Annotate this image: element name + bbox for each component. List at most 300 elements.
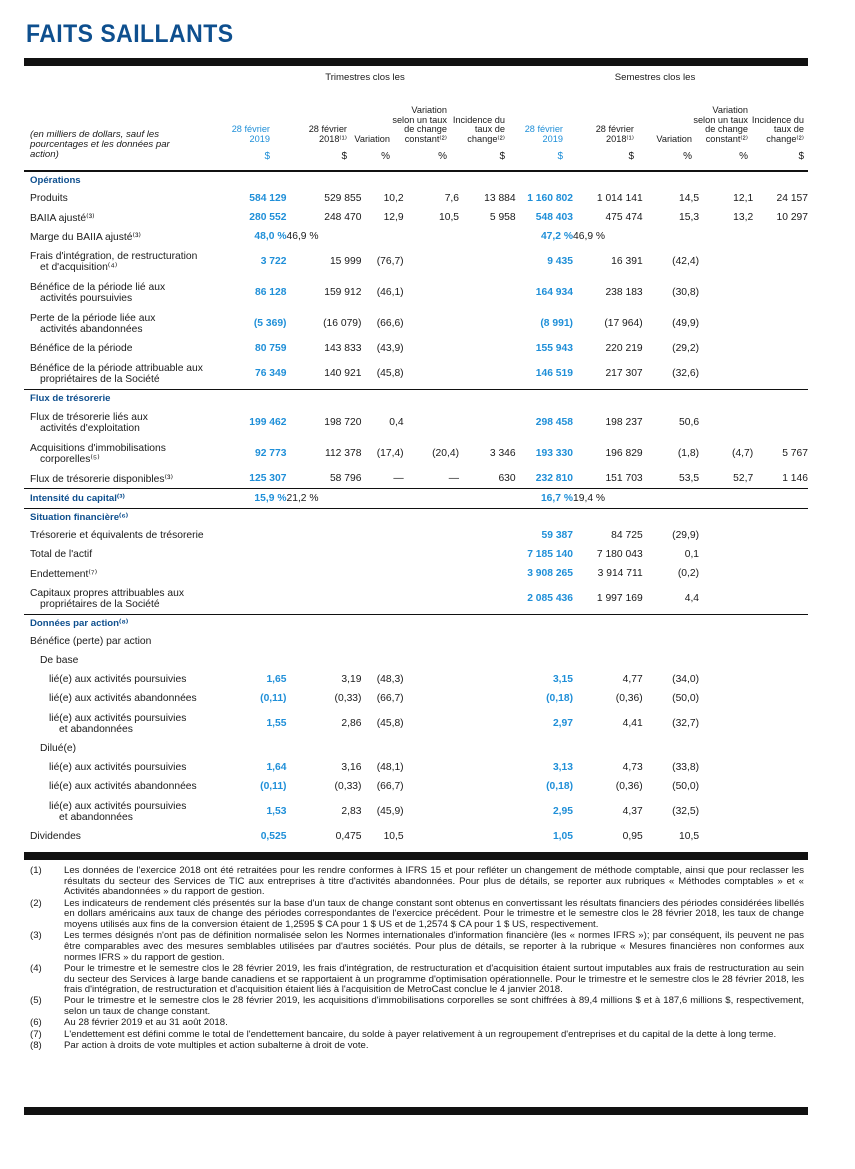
- cell-value: 164 934: [535, 287, 573, 298]
- cell-value: [361, 564, 403, 583]
- column-header: Incidence du taux de change⁽²⁾: [751, 114, 804, 144]
- cell-value: [516, 739, 573, 758]
- section-title: Flux de trésorerie: [24, 390, 808, 408]
- cell-value: [459, 651, 516, 670]
- cell-value: [459, 777, 516, 796]
- cell-value: [404, 758, 459, 777]
- cell-value: 3,13: [552, 762, 573, 773]
- cell-value: 16,7 %: [516, 489, 573, 509]
- cell-value: [643, 227, 699, 246]
- cell-value: 193 330: [535, 448, 573, 459]
- column-unit: $: [628, 151, 634, 162]
- footnote-number: (8): [30, 1039, 42, 1051]
- cell-value: 5 958: [489, 212, 516, 223]
- footnote: [24, 931, 804, 963]
- section-row: [24, 390, 808, 408]
- cell-value: 10,5: [383, 831, 404, 842]
- cell-value: 15,9 %: [242, 489, 287, 509]
- cell-value: 1 146: [782, 473, 808, 484]
- cell-value: [753, 545, 808, 564]
- cell-value: [404, 407, 459, 438]
- cell-value: (32,7): [672, 718, 700, 729]
- top-rule: [24, 58, 808, 66]
- column-unit: $: [557, 151, 563, 162]
- cell-value: [516, 632, 573, 651]
- cell-value: [404, 777, 459, 796]
- cell-value: [753, 308, 808, 339]
- cell-value: (32,5): [672, 806, 700, 817]
- cell-value: [286, 739, 361, 758]
- cell-value: (5 369): [253, 318, 287, 329]
- column-header: Variation: [656, 133, 692, 144]
- row-label: Acquisitions d'immobilisations corporelles⁽⁵⁾: [30, 442, 166, 465]
- cell-value: [459, 739, 516, 758]
- cell-value: [699, 339, 753, 358]
- cell-value: [286, 526, 361, 545]
- highlights-table: [24, 170, 808, 846]
- cell-value: 140 921: [324, 368, 362, 379]
- cell-value: [753, 407, 808, 438]
- cell-value: [459, 227, 516, 246]
- cell-value: 9 435: [547, 256, 573, 267]
- cell-value: [753, 277, 808, 308]
- cell-value: 10,5: [679, 831, 700, 842]
- cell-value: [404, 564, 459, 583]
- cell-value: 1,05: [552, 831, 573, 842]
- cell-value: (0,18): [546, 693, 573, 704]
- row-label: Bénéfice de la période lié aux activités poursuivies: [30, 281, 166, 304]
- cell-value: (42,4): [672, 256, 700, 267]
- cell-value: [699, 583, 753, 615]
- row-label: Bénéfice (perte) par action: [30, 636, 152, 647]
- cell-value: 1,64: [266, 762, 287, 773]
- cell-value: [459, 564, 516, 583]
- cell-value: [459, 246, 516, 277]
- cell-value: [242, 545, 287, 564]
- cell-value: 2,97: [552, 718, 573, 729]
- cell-value: [286, 632, 361, 651]
- cell-value: [699, 739, 753, 758]
- column-unit: $: [499, 151, 505, 162]
- row-label: Marge du BAIIA ajusté⁽³⁾: [30, 231, 141, 243]
- bottom-rule: [24, 1107, 808, 1115]
- cell-value: 46,9 %: [286, 231, 319, 242]
- table-row: [24, 564, 808, 583]
- cell-value: [459, 827, 516, 846]
- cell-value: (20,4): [432, 448, 460, 459]
- cell-value: 2,86: [341, 718, 362, 729]
- section-row: [24, 509, 808, 527]
- cell-value: [643, 489, 699, 509]
- cell-value: [699, 670, 753, 689]
- cell-value: 3,19: [341, 674, 362, 685]
- cell-value: 2 085 436: [527, 593, 573, 604]
- cell-value: 3 908 265: [527, 568, 573, 579]
- cell-value: [643, 632, 699, 651]
- footnote-text: Les données de l'exercice 2018 ont été retraitées pour les rendre conformes à IFRS 15 et pour refléter un changement de méthode comptable, ainsi que pour reclasser les résultats du secteur des Services de TIC aux entreprises à titre d'activités abandonnées. Pour plus de détails, se reporter aux rubriques « Méthodes comptables » et « Activités abandonnées » du rapport de gestion.: [64, 865, 804, 898]
- cell-value: (0,33): [334, 781, 362, 792]
- cell-value: [404, 545, 459, 564]
- cell-value: 1 014 141: [596, 193, 643, 204]
- cell-value: [753, 227, 808, 246]
- cell-value: [699, 358, 753, 390]
- footnote-text: L'endettement est défini comme le total de l'endettement bancaire, du solde à payer relativement à un regroupement d'entreprises et du capital de la dette à long terme.: [64, 1028, 777, 1040]
- footnote-text: Par action à droits de vote multiples et action subalterne à droit de vote.: [64, 1039, 369, 1051]
- cell-value: (50,0): [672, 781, 700, 792]
- cell-value: 48,0 %: [254, 231, 287, 242]
- footnote-number: (4): [30, 962, 42, 974]
- cell-value: [459, 407, 516, 438]
- cell-value: 12,9: [383, 212, 404, 223]
- row-label: lié(e) aux activités abandonnées: [49, 781, 197, 792]
- cell-value: [753, 564, 808, 583]
- cell-value: 80 759: [254, 343, 287, 354]
- cell-value: 280 552: [249, 212, 287, 223]
- cell-value: [753, 796, 808, 827]
- cell-value: 0,4: [389, 417, 404, 428]
- cell-value: 92 773: [254, 448, 287, 459]
- cell-value: [753, 358, 808, 390]
- cell-value: 217 307: [605, 368, 643, 379]
- cell-value: (43,9): [376, 343, 404, 354]
- table-row: [24, 489, 808, 509]
- cell-value: [699, 827, 753, 846]
- column-header: 28 février 2018⁽¹⁾: [308, 124, 347, 144]
- cell-value: 1,53: [266, 806, 287, 817]
- cell-value: [361, 489, 403, 509]
- row-label: Frais d'intégration, de restructuration et d'acquisition⁽⁴⁾: [30, 250, 198, 273]
- cell-value: [699, 407, 753, 438]
- table-row: [24, 632, 808, 651]
- cell-value: 2,95: [552, 806, 573, 817]
- table-row: [24, 708, 808, 739]
- cell-value: 86 128: [254, 287, 287, 298]
- cell-value: 298 458: [535, 417, 573, 428]
- cell-value: (29,2): [672, 343, 700, 354]
- cell-value: (4,7): [732, 448, 754, 459]
- cell-value: [361, 739, 403, 758]
- cell-value: [699, 308, 753, 339]
- column-header: 28 février 2019: [524, 124, 563, 144]
- cell-value: 584 129: [249, 193, 287, 204]
- footnote-text: Au 28 février 2019 et au 31 août 2018.: [64, 1017, 228, 1029]
- cell-value: (30,8): [672, 287, 700, 298]
- cell-value: 10 297: [776, 212, 808, 223]
- cell-value: [753, 758, 808, 777]
- cell-value: [459, 632, 516, 651]
- cell-value: [643, 739, 699, 758]
- section-row: [24, 615, 808, 633]
- cell-value: 3,16: [341, 762, 362, 773]
- table-row: [24, 796, 808, 827]
- cell-value: [404, 339, 459, 358]
- footnote-text: Pour le trimestre et le semestre clos le 28 février 2019, les acquisitions d'immobilisations corporelles se sont chiffrées à 89,4 millions $ et à 187,6 millions $, respectivement, selon un taux de change constant.: [64, 995, 804, 1018]
- cell-value: [404, 583, 459, 615]
- column-unit: %: [683, 151, 692, 162]
- cell-value: [573, 651, 643, 670]
- table-row: [24, 208, 808, 227]
- cell-value: 12,1: [733, 193, 754, 204]
- cell-value: (0,36): [615, 693, 643, 704]
- cell-value: [242, 739, 287, 758]
- cell-value: 196 829: [605, 448, 643, 459]
- section-title: Situation financière⁽⁶⁾: [24, 509, 808, 527]
- cell-value: [404, 651, 459, 670]
- row-label: Endettement⁽⁷⁾: [30, 568, 98, 580]
- cell-value: (48,1): [376, 762, 404, 773]
- cell-value: 4,41: [622, 718, 643, 729]
- row-label: lié(e) aux activités poursuivies: [49, 674, 187, 685]
- cell-value: 13,2: [733, 212, 754, 223]
- cell-value: [404, 489, 459, 509]
- cell-value: 3 722: [260, 256, 287, 267]
- column-header: Incidence du taux de change⁽²⁾: [452, 114, 505, 144]
- cell-value: 248 470: [324, 212, 362, 223]
- cell-value: [404, 277, 459, 308]
- cell-value: (16 079): [323, 318, 362, 329]
- cell-value: (45,9): [376, 806, 404, 817]
- cell-value: [286, 651, 361, 670]
- table-row: [24, 583, 808, 615]
- column-unit: $: [341, 151, 347, 162]
- table-row: [24, 545, 808, 564]
- cell-value: [459, 308, 516, 339]
- cell-value: [459, 583, 516, 615]
- footnote-number: (1): [30, 865, 42, 876]
- cell-value: (45,8): [376, 718, 404, 729]
- cell-value: [459, 689, 516, 708]
- cell-value: [404, 227, 459, 246]
- column-unit: %: [438, 151, 447, 162]
- table-row: [24, 739, 808, 758]
- row-label: Flux de trésorerie disponibles⁽³⁾: [30, 473, 173, 485]
- cell-value: 1,65: [266, 674, 287, 685]
- cell-value: [404, 708, 459, 739]
- cell-value: [753, 246, 808, 277]
- row-label: lié(e) aux activités poursuivies et abandonnées: [49, 800, 187, 823]
- cell-value: [699, 632, 753, 651]
- cell-value: (66,6): [376, 318, 404, 329]
- footnote-text: Les indicateurs de rendement clés présentés sur la base d'un taux de change constant sont obtenus en convertissant les résultats financiers des périodes considérées libellés en dollars américains aux taux de change des périodes correspondantes de l'exercice précédent. Pour le trimestre et le semestre clos le 28 février 2018, les taux de change moyens utilisés aux fins de la conversion étaient de 1,2595 $ CA pour 1 $ US et de 1,2574 $ CA pour 1 $ US, respectivement.: [64, 897, 804, 931]
- column-unit: %: [739, 151, 748, 162]
- cell-value: [361, 545, 403, 564]
- cell-value: 548 403: [535, 212, 573, 223]
- cell-value: [699, 708, 753, 739]
- cell-value: 47,2 %: [540, 231, 573, 242]
- cell-value: [699, 545, 753, 564]
- cell-value: (34,0): [672, 674, 700, 685]
- cell-value: [404, 670, 459, 689]
- cell-value: (1,8): [677, 448, 700, 459]
- table-row: [24, 277, 808, 308]
- cell-value: (17,4): [376, 448, 404, 459]
- cell-value: [404, 827, 459, 846]
- cell-value: [699, 277, 753, 308]
- row-label: Bénéfice de la période attribuable aux propriétaires de la Société: [30, 362, 203, 385]
- table-row: [24, 246, 808, 277]
- footnote-number: (7): [30, 1028, 42, 1040]
- cell-value: 238 183: [605, 287, 643, 298]
- table-row: [24, 358, 808, 390]
- cell-value: 15,3: [679, 212, 700, 223]
- cell-value: [242, 632, 287, 651]
- cell-value: (17 964): [604, 318, 643, 329]
- column-header: 28 février 2019: [231, 124, 270, 144]
- cell-value: [753, 526, 808, 545]
- cell-value: (33,8): [672, 762, 700, 773]
- cell-value: 50,6: [679, 417, 700, 428]
- cell-value: 4,37: [622, 806, 643, 817]
- row-label: Flux de trésorerie liés aux activités d'exploitation: [30, 411, 148, 434]
- cell-value: [242, 583, 287, 615]
- cell-value: [753, 708, 808, 739]
- table-row: [24, 758, 808, 777]
- cell-value: (32,6): [672, 368, 700, 379]
- row-label: Total de l'actif: [30, 549, 93, 560]
- cell-value: 10,2: [383, 193, 404, 204]
- cell-value: (0,11): [260, 781, 287, 792]
- cell-value: 3 914 711: [597, 568, 643, 579]
- cell-value: [242, 564, 287, 583]
- footnote: [24, 1041, 804, 1052]
- cell-value: [242, 651, 287, 670]
- column-header: Variation: [354, 133, 390, 144]
- cell-value: [361, 632, 403, 651]
- cell-value: [699, 246, 753, 277]
- cell-value: [404, 526, 459, 545]
- table-row: [24, 827, 808, 846]
- cell-value: 19,4 %: [573, 489, 643, 509]
- section-title: Opérations: [24, 171, 808, 189]
- row-label: De base: [40, 655, 79, 666]
- cell-value: (0,18): [546, 781, 573, 792]
- cell-value: [459, 708, 516, 739]
- cell-value: [459, 277, 516, 308]
- row-label: Dividendes: [30, 831, 81, 842]
- cell-value: 84 725: [611, 530, 643, 541]
- footnote: [24, 996, 804, 1017]
- footnote: [24, 1018, 804, 1029]
- row-label: Capitaux propres attribuables aux propriétaires de la Société: [30, 587, 184, 610]
- cell-value: [699, 564, 753, 583]
- cell-value: [361, 526, 403, 545]
- cell-value: [459, 526, 516, 545]
- cell-value: [643, 651, 699, 670]
- cell-value: [753, 777, 808, 796]
- cell-value: [459, 545, 516, 564]
- cell-value: (46,1): [376, 287, 404, 298]
- cell-value: [404, 308, 459, 339]
- column-header: Variation selon un taux de change constant⁽²⁾: [392, 105, 447, 144]
- cell-value: [404, 689, 459, 708]
- cell-value: 52,7: [733, 473, 754, 484]
- cell-value: (66,7): [376, 781, 404, 792]
- row-label: Intensité du capital⁽³⁾: [24, 489, 242, 509]
- table-row: [24, 689, 808, 708]
- cell-value: 199 462: [249, 417, 287, 428]
- cell-value: 59 387: [541, 530, 573, 541]
- cell-value: 3 346: [489, 448, 516, 459]
- column-header: 28 février 2018⁽¹⁾: [595, 124, 634, 144]
- row-label: Bénéfice de la période: [30, 343, 133, 354]
- cell-value: 16 391: [611, 256, 643, 267]
- row-label: Dilué(e): [40, 743, 77, 754]
- cell-value: 58 796: [329, 473, 362, 484]
- cell-value: (0,36): [615, 781, 643, 792]
- cell-value: [361, 583, 403, 615]
- cell-value: [753, 489, 808, 509]
- cell-value: [286, 564, 361, 583]
- cell-value: 7,6: [444, 193, 460, 204]
- cell-value: [753, 827, 808, 846]
- cell-value: 7 180 043: [596, 549, 643, 560]
- cell-value: [286, 545, 361, 564]
- table-row: [24, 308, 808, 339]
- group-header-semester: Semestres clos les: [614, 72, 696, 83]
- cell-value: 0,1: [684, 549, 700, 560]
- cell-value: 146 519: [535, 368, 573, 379]
- cell-value: [699, 227, 753, 246]
- footnote: [24, 899, 804, 931]
- cell-value: [573, 632, 643, 651]
- footnote-number: (2): [30, 897, 42, 909]
- row-label: Produits: [30, 193, 68, 204]
- cell-value: (45,8): [376, 368, 404, 379]
- cell-value: 112 378: [324, 448, 362, 459]
- cell-value: [753, 339, 808, 358]
- cell-value: —: [448, 473, 460, 484]
- cell-value: 0,525: [260, 831, 287, 842]
- cell-value: [699, 777, 753, 796]
- column-unit: $: [264, 151, 270, 162]
- cell-value: [699, 758, 753, 777]
- cell-value: 0,95: [622, 831, 643, 842]
- cell-value: 15 999: [329, 256, 362, 267]
- page-title: FAITS SAILLANTS: [26, 20, 234, 48]
- cell-value: [242, 526, 287, 545]
- footnote-number: (3): [30, 930, 42, 942]
- row-label: lié(e) aux activités poursuivies: [49, 762, 187, 773]
- cell-value: 46,9 %: [573, 231, 606, 242]
- cell-value: 2,83: [341, 806, 362, 817]
- cell-value: 0,475: [335, 831, 362, 842]
- cell-value: [361, 651, 403, 670]
- cell-value: 4,4: [684, 593, 700, 604]
- row-label: lié(e) aux activités poursuivies et abandonnées: [49, 712, 187, 735]
- cell-value: 21,2 %: [286, 489, 361, 509]
- cell-value: [699, 526, 753, 545]
- row-label: Trésorerie et équivalents de trésorerie: [30, 530, 204, 541]
- group-header-quarter: Trimestres clos les: [325, 72, 405, 83]
- cell-value: 13 884: [484, 193, 516, 204]
- cell-value: [404, 632, 459, 651]
- cell-value: [753, 583, 808, 615]
- cell-value: [459, 339, 516, 358]
- cell-value: [699, 489, 753, 509]
- cell-value: (0,2): [677, 568, 700, 579]
- footnote: [24, 866, 804, 898]
- cell-value: (29,9): [672, 530, 700, 541]
- cell-value: 24 157: [776, 193, 808, 204]
- table-row: [24, 189, 808, 208]
- cell-value: (76,7): [376, 256, 404, 267]
- footnotes: [24, 866, 804, 1052]
- cell-value: [753, 651, 808, 670]
- cell-value: 529 855: [324, 193, 362, 204]
- cell-value: [404, 358, 459, 390]
- cell-value: (66,7): [376, 693, 404, 704]
- table-row: [24, 438, 808, 469]
